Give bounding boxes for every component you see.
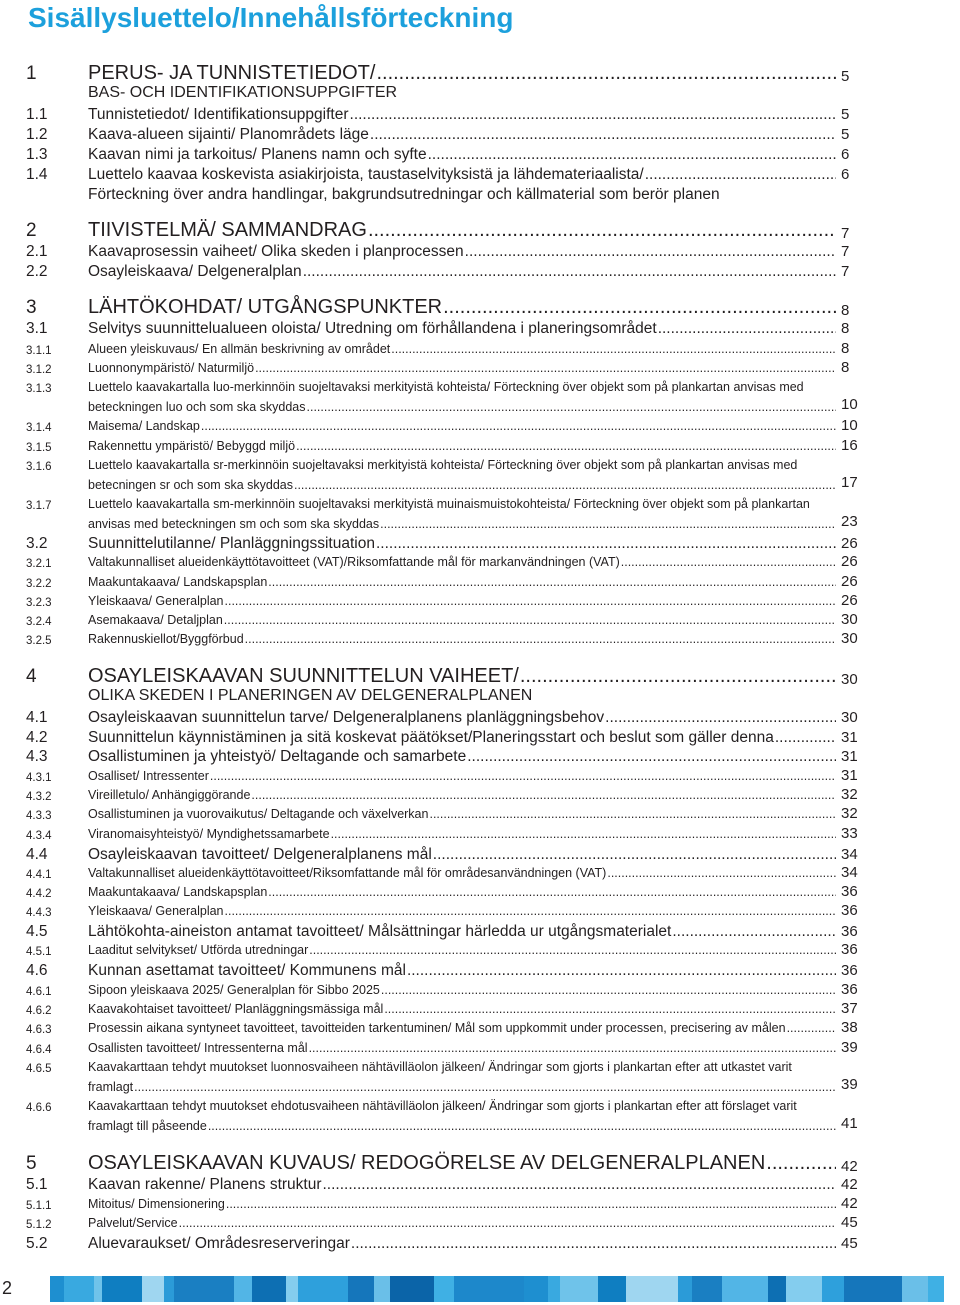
leader-dots xyxy=(443,296,836,319)
toc-entry-page: 39 xyxy=(841,1075,858,1093)
toc-entry-title: Alueen yleiskuvaus/ En allmän beskrivning av området xyxy=(88,342,391,356)
toc-entry-title: Kaavaprosessin vaiheet/ Olika skeden i planprocessen xyxy=(88,243,464,260)
toc-entry-page: 5 xyxy=(841,106,850,123)
toc-entry-number: 4.6 xyxy=(26,962,48,979)
toc-entry-number: 4.6.1 xyxy=(26,986,52,998)
toc-entry-page: 10 xyxy=(841,395,858,413)
leader-dots xyxy=(268,575,836,589)
toc-entry-page: 36 xyxy=(841,883,858,900)
color-bar-segment xyxy=(524,1276,548,1302)
color-bar-segment xyxy=(64,1276,94,1302)
toc-entry-title-continued: OLIKA SKEDEN I PLANERINGEN AV DELGENERALPLANEN xyxy=(88,687,533,704)
toc-entry-number: 5.1.1 xyxy=(26,1200,52,1212)
toc-entry-page: 7 xyxy=(841,263,850,280)
toc-entry-number: 5.1 xyxy=(26,1176,48,1193)
leader-dots xyxy=(376,535,836,553)
color-bar-segment xyxy=(678,1276,692,1302)
toc-entry-number: 4.2 xyxy=(26,729,48,746)
leader-dots xyxy=(225,594,837,608)
leader-dots xyxy=(605,709,836,727)
toc-entry-page: 34 xyxy=(841,864,858,881)
toc-entry-number: 2.2 xyxy=(26,263,48,280)
color-bar-segment xyxy=(102,1276,142,1302)
toc-entry-page: 32 xyxy=(841,805,858,822)
leader-dots xyxy=(391,342,836,356)
toc-entry-number: 3.2.4 xyxy=(26,616,52,628)
toc-entry-number: 3.1.5 xyxy=(26,442,52,454)
color-bar-segment xyxy=(598,1276,626,1302)
leader-dots xyxy=(384,1002,836,1016)
toc-entry-title-continued: framlagt till påseende xyxy=(88,1118,207,1133)
leader-dots xyxy=(376,62,836,85)
toc-entry-page: 42 xyxy=(841,1158,858,1175)
leader-dots xyxy=(309,1041,836,1055)
color-bar-segment xyxy=(822,1276,844,1302)
leader-dots xyxy=(251,788,836,802)
leader-dots xyxy=(309,943,836,957)
toc-entry-number: 1.4 xyxy=(26,166,48,183)
leader-dots xyxy=(268,885,836,899)
toc-entry-page: 37 xyxy=(841,1000,858,1017)
color-bar-segment xyxy=(768,1276,786,1302)
toc-entry-title: Maakuntakaava/ Landskapsplan xyxy=(88,575,268,589)
toc-entry-title: TIIVISTELMÄ/ SAMMANDRAG xyxy=(88,219,367,241)
toc-entry-number: 3.1.1 xyxy=(26,345,52,357)
leader-dots xyxy=(351,1235,836,1253)
toc-entry-title: Valtakunnalliset alueidenkäyttötavoitteet (VAT)/Riksomfattande mål för markanvändningen (VAT) xyxy=(88,555,620,569)
toc-entry-title: Yleiskaava/ Generalplan xyxy=(88,904,224,918)
toc-entry-page: 36 xyxy=(841,962,858,979)
toc-entry-title: Viranomaisyhteistyö/ Myndighetssamarbete xyxy=(88,827,330,841)
toc-entry-page: 36 xyxy=(841,981,858,998)
toc-entry-number: 5 xyxy=(26,1153,37,1174)
color-bar-segment xyxy=(50,1276,64,1302)
toc-entry-page: 30 xyxy=(841,611,858,628)
toc-entry-number: 3.2.5 xyxy=(26,635,52,647)
color-bar-segment xyxy=(692,1276,722,1302)
toc-entry-title-continued: Förteckning över andra handlingar, bakgrundsutredningar och källmaterial som berör planen xyxy=(88,186,720,203)
leader-dots xyxy=(465,243,836,261)
toc-entry-page: 36 xyxy=(841,902,858,919)
color-bar-segment xyxy=(928,1276,944,1302)
leader-dots xyxy=(296,439,836,453)
toc-entry-title: OSAYLEISKAAVAN SUUNNITTELUN VAIHEET/ xyxy=(88,665,519,687)
toc-entry-title: Rakennettu ympäristö/ Bebyggd miljö xyxy=(88,439,296,453)
color-bar-segment xyxy=(348,1276,374,1302)
toc-entry-number: 4.4 xyxy=(26,846,48,863)
toc-entry-number: 4.4.2 xyxy=(26,888,52,900)
toc-entry-title: Sipoon yleiskaava 2025/ Generalplan för Sibbo 2025 xyxy=(88,983,380,997)
toc-entry-page: 34 xyxy=(841,846,858,863)
leader-dots xyxy=(323,1176,837,1194)
toc-entry-title: Vireilletulo/ Anhängiggörande xyxy=(88,788,251,802)
toc-entry-title: Luonnonympäristö/ Naturmiljö xyxy=(88,361,255,375)
toc-entry-number: 3.1.3 xyxy=(26,383,52,395)
color-bar-segment xyxy=(298,1276,348,1302)
toc-entry-number: 3.2.1 xyxy=(26,558,52,570)
toc-entry-title: Suunnittelun käynnistäminen ja sitä koskevat päätökset/Planeringsstart och beslut som gäller denna xyxy=(88,729,774,746)
toc-entry-page: 31 xyxy=(841,767,858,784)
decorative-color-bar xyxy=(50,1276,960,1302)
toc-entry-title: Osayleiskaavan tavoitteet/ Delgeneralplanens mål xyxy=(88,846,432,863)
toc-entry-title: Kaavakarttaan tehdyt muutokset ehdotusvaiheen nähtävilläolon jälkeen/ Ändringar som gjorts i plankartan efter att förslaget varit xyxy=(88,1099,797,1113)
toc-entry-page: 8 xyxy=(841,302,850,319)
toc-entry-title: Osallistuminen ja vuorovaikutus/ Deltagande och växelverkan xyxy=(88,807,429,821)
toc-entry-title: Prosessin aikana syntyneet tavoitteet, tavoitteiden tarkentuminen/ Mål som uppkommit under processen, precisering av målen xyxy=(88,1021,786,1035)
color-bar-segment xyxy=(390,1276,434,1302)
toc-entry-page: 6 xyxy=(841,146,850,163)
toc-entry-number: 4.5 xyxy=(26,923,48,940)
toc-entry-number: 4.3.2 xyxy=(26,791,52,803)
color-bar-segment xyxy=(902,1276,928,1302)
toc-entry-number: 4.6.4 xyxy=(26,1044,52,1056)
page-number: 2 xyxy=(1,1278,12,1298)
toc-entry-title: Osallistuminen ja yhteistyö/ Deltagande och samarbete xyxy=(88,748,467,765)
toc-entry-title: Tunnistetiedot/ Identifikationsuppgifter xyxy=(88,106,349,123)
toc-entry-number: 3.1 xyxy=(26,320,48,337)
color-bar-segment xyxy=(560,1276,598,1302)
toc-entry-page: 23 xyxy=(841,512,858,530)
toc-entry-number: 3.1.7 xyxy=(26,500,52,512)
toc-entry-title: Palvelut/Service xyxy=(88,1216,178,1230)
leader-dots xyxy=(294,478,836,492)
toc-entry-page: 36 xyxy=(841,941,858,958)
color-bar-segment xyxy=(234,1276,252,1302)
color-bar-segment xyxy=(164,1276,174,1302)
color-bar-segment xyxy=(94,1276,102,1302)
color-bar-segment xyxy=(174,1276,234,1302)
leader-dots xyxy=(607,866,836,880)
color-bar-segment xyxy=(142,1276,164,1302)
leader-dots xyxy=(621,555,836,569)
toc-entry-page: 30 xyxy=(841,630,858,647)
toc-entry-number: 1.2 xyxy=(26,126,48,143)
toc-entry-page: 5 xyxy=(841,126,850,143)
toc-entry-page: 38 xyxy=(841,1019,858,1036)
leader-dots xyxy=(380,517,836,531)
leader-dots xyxy=(210,769,836,783)
leader-dots xyxy=(787,1021,836,1035)
toc-entry-number: 4.6.6 xyxy=(26,1102,52,1114)
toc-entry-title: Kaava-alueen sijainti/ Planområdets läge xyxy=(88,126,369,143)
toc-entry-page: 5 xyxy=(841,68,850,85)
toc-entry-title-continued: beteckningen luo och som ska skyddas xyxy=(88,399,306,414)
color-bar-segment xyxy=(626,1276,678,1302)
toc-entry-page: 8 xyxy=(841,320,850,337)
toc-entry-title-continued: BAS- OCH IDENTIFIKATIONSUPPGIFTER xyxy=(88,84,398,101)
toc-entry-page: 31 xyxy=(841,748,858,765)
toc-entry-title: Osalliset/ Intressenter xyxy=(88,769,209,783)
leader-dots xyxy=(368,219,836,242)
toc-entry-number: 3.1.6 xyxy=(26,461,52,473)
color-bar-segment xyxy=(434,1276,454,1302)
toc-entry-title: LÄHTÖKOHDAT/ UTGÅNGSPUNKTER xyxy=(88,296,443,318)
toc-entry-title: Kaavakarttaan tehdyt muutokset luonnosvaiheen nähtävilläolon jälkeen/ Ändringar som gjorts i plankartan efter att utkastet varit xyxy=(88,1060,792,1074)
toc-entry-title: Luettelo kaavakartalla luo-merkinnöin suojeltavaksi merkityistä kohteista/ Förteckning över objekt som på plankartan anvisas med xyxy=(88,380,804,394)
toc-entry-page: 30 xyxy=(841,671,858,688)
leader-dots xyxy=(245,632,836,646)
toc-entry-number: 4.5.1 xyxy=(26,946,52,958)
toc-entry-number: 5.2 xyxy=(26,1235,48,1252)
toc-entry-page: 7 xyxy=(841,225,850,242)
toc-entry-title: Kaavakohtaiset tavoitteet/ Planläggningsmässiga mål xyxy=(88,1002,384,1016)
toc-entry-page: 8 xyxy=(841,359,850,376)
color-bar-segment xyxy=(722,1276,768,1302)
leader-dots xyxy=(179,1216,836,1230)
toc-entry-page: 36 xyxy=(841,923,858,940)
leader-dots xyxy=(307,400,837,414)
toc-entry-number: 4.3.4 xyxy=(26,830,52,842)
leader-dots xyxy=(428,146,836,164)
toc-entry-number: 3.1.4 xyxy=(26,422,52,434)
toc-entry-title: Suunnittelutilanne/ Planläggningssituation xyxy=(88,535,375,552)
leader-dots xyxy=(658,320,836,338)
toc-entry-title: Lähtökohta-aineiston antamat tavoitteet/ Målsättningar härledda ur utgångsmaterialet xyxy=(88,923,672,940)
toc-entry-title: PERUS- JA TUNNISTETIEDOT/ xyxy=(88,62,376,84)
toc-entry-title: Rakennuskiellot/Byggförbud xyxy=(88,632,244,646)
leader-dots xyxy=(370,126,836,144)
toc-entry-title: Laaditut selvitykset/ Utförda utredningar xyxy=(88,943,309,957)
toc-entry-page: 26 xyxy=(841,573,858,590)
toc-entry-title: Aluevaraukset/ Områdesreserveringar xyxy=(88,1235,350,1252)
toc-entry-number: 2.1 xyxy=(26,243,48,260)
toc-entry-page: 42 xyxy=(841,1176,858,1193)
toc-entry-page: 33 xyxy=(841,825,858,842)
toc-entry-title-continued: anvisas med beteckningen sm och som ska skyddas xyxy=(88,516,380,531)
toc-entry-title: OSAYLEISKAAVAN KUVAUS/ REDOGÖRELSE AV DELGENERALPLANEN xyxy=(88,1152,766,1174)
toc-entry-number: 1 xyxy=(26,63,37,84)
leader-dots xyxy=(224,613,836,627)
toc-entry-number: 3.2.2 xyxy=(26,578,52,590)
toc-entry-title: Yleiskaava/ Generalplan xyxy=(88,594,224,608)
leader-dots xyxy=(433,846,836,864)
toc-entry-title: Osayleiskaavan suunnittelun tarve/ Delgeneralplanens planläggningsbehov xyxy=(88,709,605,726)
toc-entry-number: 4.4.3 xyxy=(26,907,52,919)
toc-entry-page: 39 xyxy=(841,1039,858,1056)
toc-entry-title-continued: betecningen sr och som ska skyddas xyxy=(88,477,293,492)
leader-dots xyxy=(134,1080,836,1094)
color-bar-segment xyxy=(454,1276,524,1302)
leader-dots xyxy=(225,904,837,918)
toc-entry-title-continued: framlagt xyxy=(88,1079,134,1094)
toc-entry-number: 3.2 xyxy=(26,535,48,552)
toc-entry-number: 3.1.2 xyxy=(26,364,52,376)
toc-entry-number: 1.3 xyxy=(26,146,48,163)
toc-entry-number: 2 xyxy=(26,220,37,241)
toc-entry-number: 4 xyxy=(26,666,37,687)
toc-entry-page: 32 xyxy=(841,786,858,803)
toc-entry-number: 3.2.3 xyxy=(26,597,52,609)
toc-entry-page: 26 xyxy=(841,553,858,570)
toc-entry-number: 4.1 xyxy=(26,709,48,726)
toc-entry-page: 31 xyxy=(841,729,858,746)
leader-dots xyxy=(255,361,836,375)
toc-entry-number: 5.1.2 xyxy=(26,1219,52,1231)
toc-entry-page: 42 xyxy=(841,1195,858,1212)
leader-dots xyxy=(766,1152,836,1175)
toc-entry-title: Kaavan rakenne/ Planens struktur xyxy=(88,1176,322,1193)
toc-entry-title: Osayleiskaava/ Delgeneralplan xyxy=(88,263,302,280)
leader-dots xyxy=(350,106,836,124)
toc-entry-number: 4.3.1 xyxy=(26,772,52,784)
toc-entry-title: Valtakunnalliset alueidenkäyttötavoitteet/Riksomfattande mål för områdesanvändningen (VAT) xyxy=(88,866,607,880)
leader-dots xyxy=(520,665,836,688)
toc-entry-page: 17 xyxy=(841,473,858,491)
toc-entry-page: 8 xyxy=(841,340,850,357)
toc-entry-title: Luettelo kaavakartalla sm-merkinnöin suojeltavaksi merkityistä muinaismuistokohteista/ Förteckning över objekt som på plankartan xyxy=(88,497,810,511)
toc-entry-page: 16 xyxy=(841,437,858,454)
toc-entry-title: Luettelo kaavaa koskevista asiakirjoista, taustaselvityksistä ja lähdemateriaalista/ xyxy=(88,166,644,183)
color-bar-segment xyxy=(286,1276,298,1302)
color-bar-segment xyxy=(548,1276,560,1302)
toc-entry-number: 4.3.3 xyxy=(26,810,52,822)
toc-entry-page: 10 xyxy=(841,417,858,434)
toc-entry-title: Asemakaava/ Detaljplan xyxy=(88,613,223,627)
toc-entry-page: 41 xyxy=(841,1114,858,1132)
toc-entry-number: 4.4.1 xyxy=(26,869,52,881)
leader-dots xyxy=(226,1197,836,1211)
toc-entry-title: Maakuntakaava/ Landskapsplan xyxy=(88,885,268,899)
leader-dots xyxy=(201,419,836,433)
leader-dots xyxy=(429,807,836,821)
toc-entry-page: 45 xyxy=(841,1235,858,1252)
leader-dots xyxy=(645,166,836,184)
color-bar-segment xyxy=(252,1276,286,1302)
leader-dots xyxy=(381,983,836,997)
toc-entry-page: 30 xyxy=(841,709,858,726)
toc-entry-number: 3 xyxy=(26,297,37,318)
toc-entry-number: 4.6.3 xyxy=(26,1024,52,1036)
leader-dots xyxy=(303,263,836,281)
page-title: Sisällysluettelo/Innehållsförteckning xyxy=(28,2,514,33)
color-bar-segment xyxy=(374,1276,390,1302)
leader-dots xyxy=(407,962,836,980)
toc-entry-number: 4.6.2 xyxy=(26,1005,52,1017)
toc-entry-page: 6 xyxy=(841,166,850,183)
color-bar-segment xyxy=(844,1276,902,1302)
toc-entry-title: Luettelo kaavakartalla sr-merkinnöin suojeltavaksi merkityistä kohteista/ Förteckning över objekt som på plankartan anvisas med xyxy=(88,458,798,472)
leader-dots xyxy=(467,748,836,766)
toc-entry-title: Maisema/ Landskap xyxy=(88,419,200,433)
color-bar-segment xyxy=(786,1276,822,1302)
toc-entry-number: 4.6.5 xyxy=(26,1063,52,1075)
toc-entry-page: 7 xyxy=(841,243,850,260)
leader-dots xyxy=(331,827,836,841)
toc-entry-page: 26 xyxy=(841,535,858,552)
leader-dots xyxy=(208,1119,836,1133)
toc-entry-title: Osallisten tavoitteet/ Intressenterna mål xyxy=(88,1041,308,1055)
toc-entry-page: 26 xyxy=(841,592,858,609)
leader-dots xyxy=(775,729,836,747)
toc-entry-page: 45 xyxy=(841,1214,858,1231)
toc-entry-title: Selvitys suunnittelualueen oloista/ Utredning om förhållandena i planeringsområdet xyxy=(88,320,657,337)
toc-entry-title: Kunnan asettamat tavoitteet/ Kommunens mål xyxy=(88,962,406,979)
toc-entry-title: Kaavan nimi ja tarkoitus/ Planens namn och syfte xyxy=(88,146,427,163)
toc-entry-number: 1.1 xyxy=(26,106,48,123)
toc-entry-number: 4.3 xyxy=(26,748,48,765)
toc-entry-title: Mitoitus/ Dimensionering xyxy=(88,1197,225,1211)
leader-dots xyxy=(672,923,836,941)
